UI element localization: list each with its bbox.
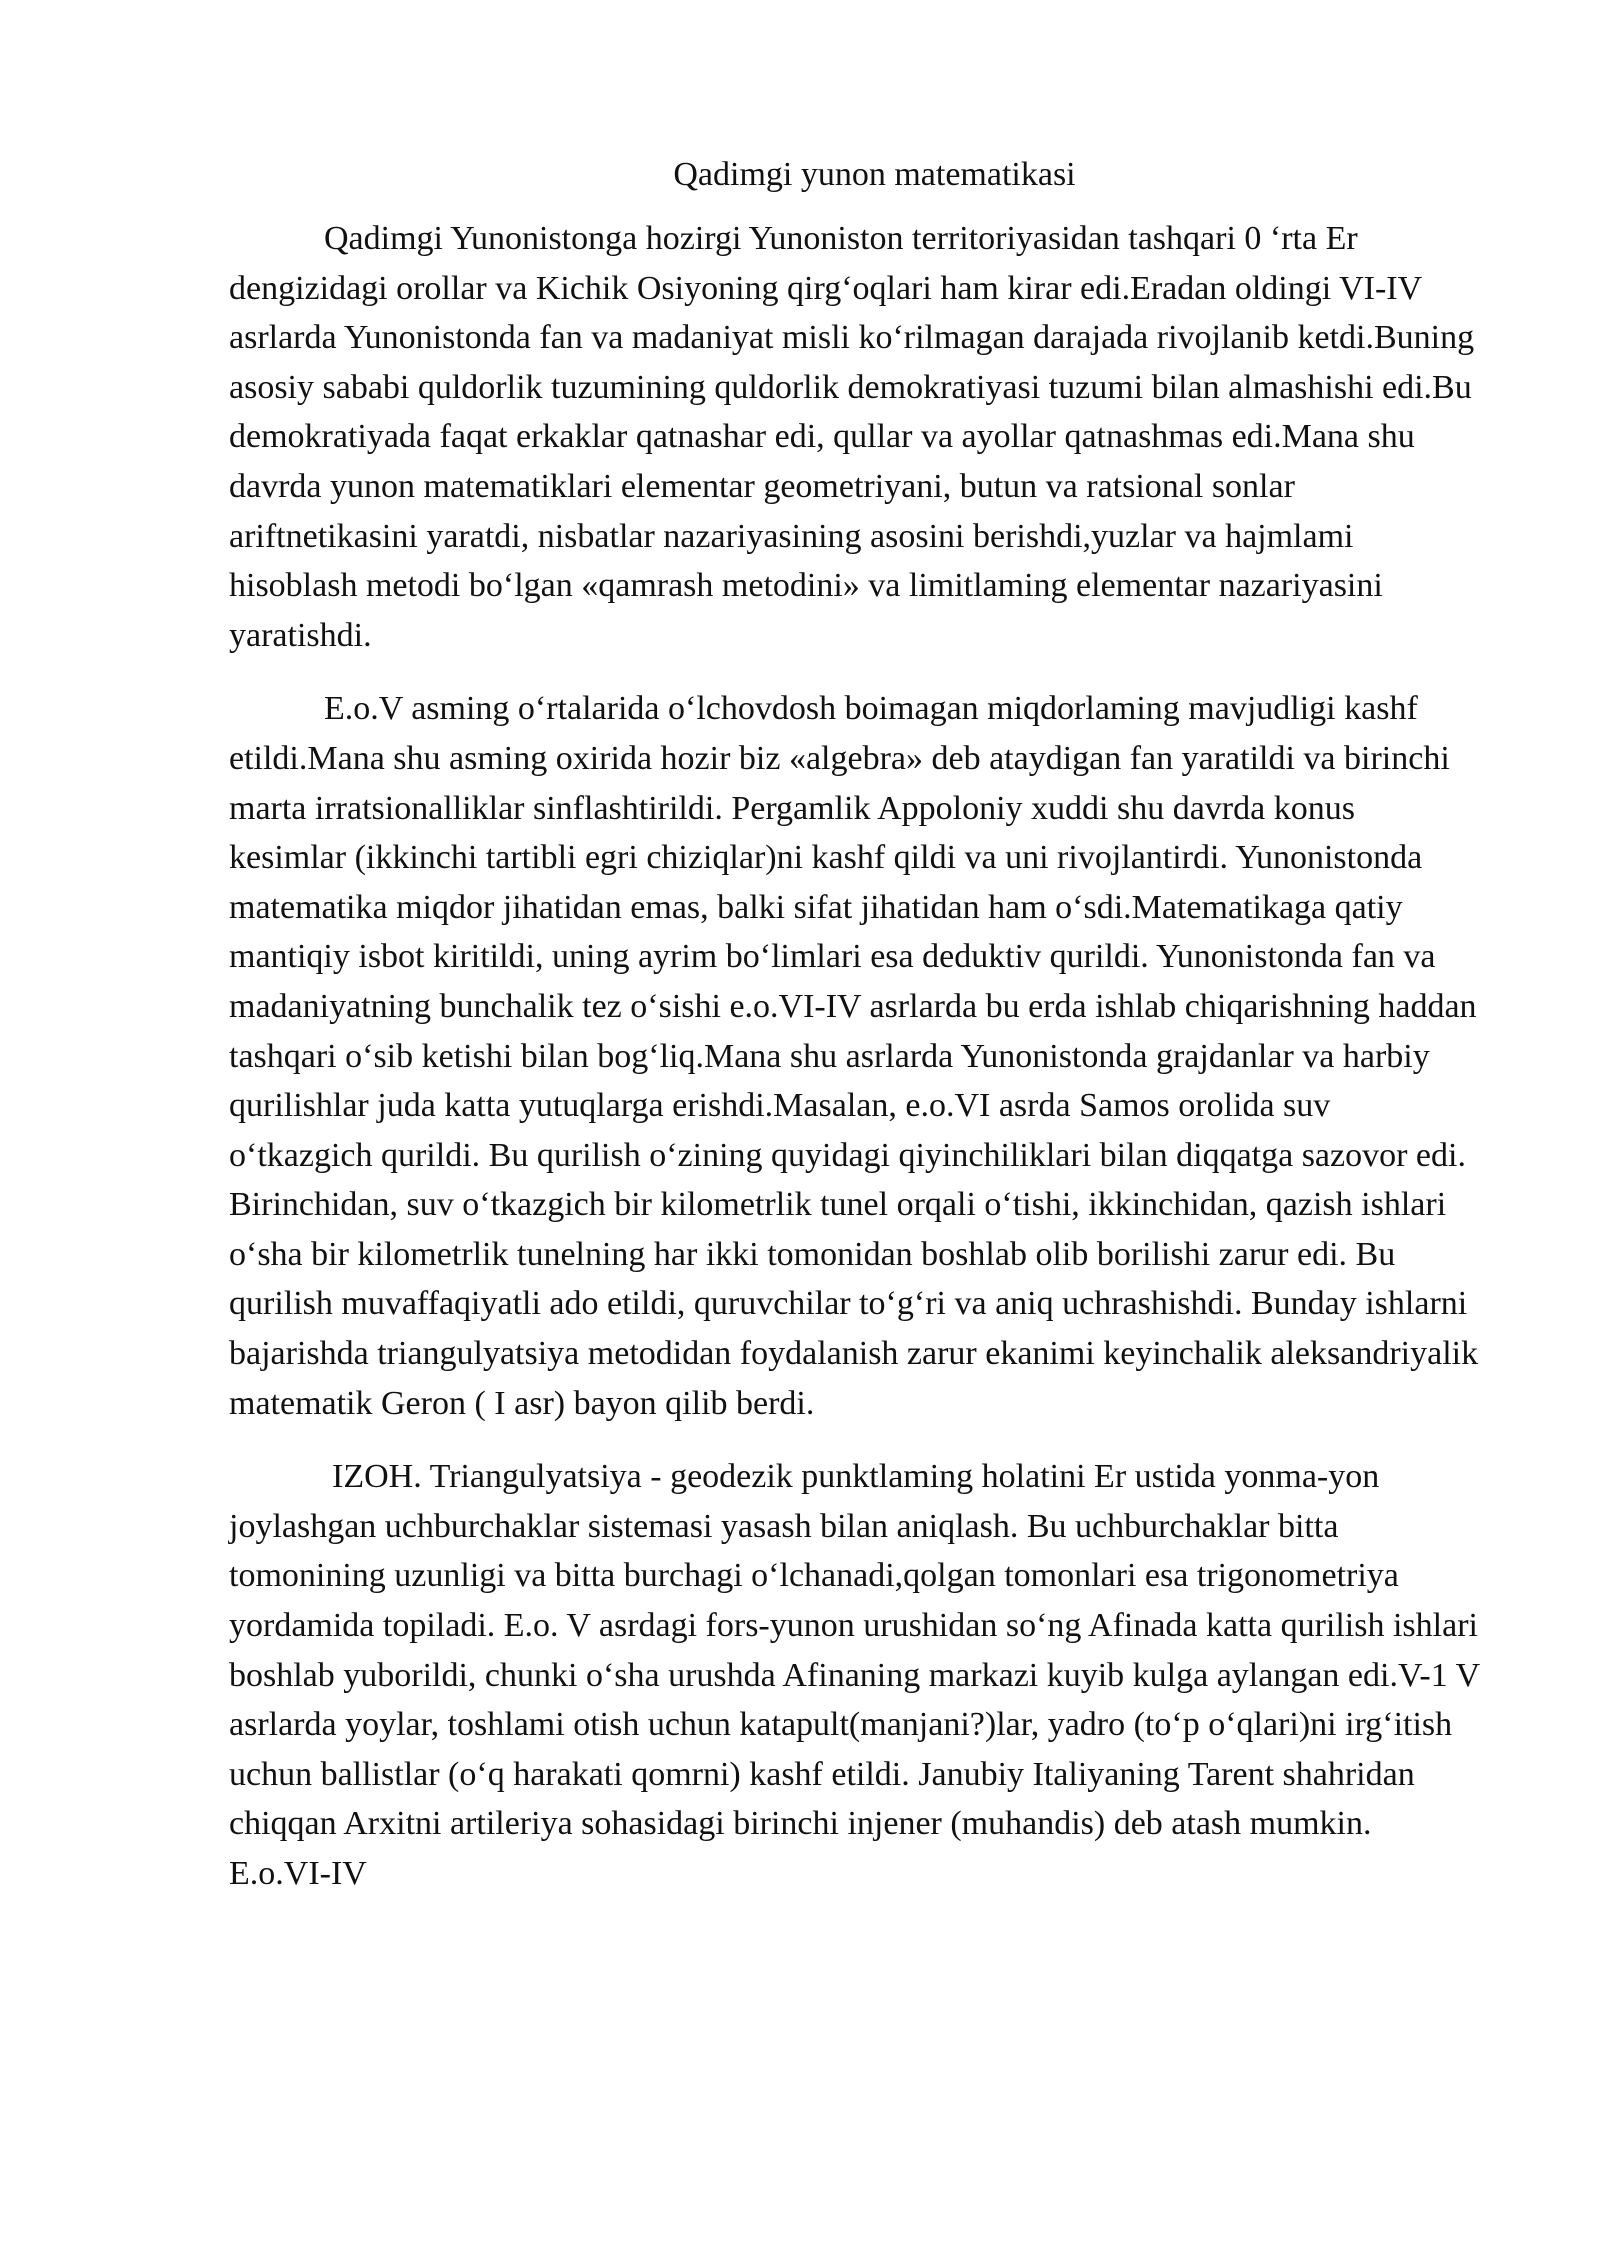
paragraph-history: E.o.V asming o‘rtalarida o‘lchovdosh boimagan miqdorlaming mavjudligi kashf etildi.Mana shu asming oxirida hozir biz «algebra» deb ataydigan fan yaratildi va birinchi marta irratsionalliklar sinflashtirildi. Pergamlik Appoloniy xuddi shu davrda konus kesimlar (ikkinchi tartibli egri chiziqlar)ni kashf qildi va uni rivojlantirdi. Yunonistonda matematika miqdor jihatidan emas, balki sifat jihatidan ham o‘sdi.Matematikaga qatiy mantiqiy isbot kiritildi, uning ayrim bo‘limlari esa deduktiv qurildi. Yunonistonda fan va madaniyatning bunchalik tez o‘sishi e.o.VI-IV asrlarda bu erda ishlab chiqarishning haddan tashqari o‘sib ketishi bilan bog‘liq.Mana shu asrlarda Yunonistonda grajdanlar va harbiy qurilishlar juda katta yutuqlarga erishdi.Masalan, e.o.VI asrda Samos orolida suv o‘tkazgich qurildi. Bu qurilish o‘zining quyidagi qiyinchiliklari bilan diqqatga sazovor edi. Birinchidan, suv o‘tkazgich bir kilometrlik tunel orqali o‘tishi, ikkinchidan, qazish ishlari o‘sha bir kilometrlik tunelning har ikki tomonidan boshlab olib borilishi zarur edi. Bu qurilish muvaffaqiyatli ado etildi, quruvchilar to‘g‘ri va aniq uchrashishdi. Bunday ishlarni bajarishda triangulyatsiya metodidan foydalanish zarur ekanimi keyinchalik aleksandriyalik matematik Geron ( I asr) bayon qilib berdi. xyxy=(229,690,1479,1422)
paragraph-intro: Qadimgi Yunonistonga hozirgi Yunoniston territoriyasidan tashqari 0 ‘rta Er dengizidagi orollar va Kichik Osiyoning qirg‘oqlari ham kirar edi.Eradan oldingi VI-IV asrlarda Yunonistonda fan va madaniyat misli ko‘rilmagan darajada rivojlanib ketdi.Buning asosiy sababi quldorlik tuzumining quldorlik demokratiyasi tuzumi bilan almashishi edi.Bu demokratiyada faqat erkaklar qatnashar edi, qullar va ayollar qatnashmas edi.Mana shu davrda yunon matematiklari elementar geometriyani, butun va ratsional sonlar ariftnetikasini yaratdi, nisbatlar nazariyasining asosini berishdi,yuzlar va hajmlami hisoblash metodi bo‘lgan «qamrash metodini» va limitlaming elementar nazariyasini yaratishdi. xyxy=(229,220,1475,654)
paragraph-izoh-note: IZOH. Triangulyatsiya - geodezik punktlaming holatini Er ustida yonma-yon joylashgan uchburchaklar sistemasi yasash bilan aniqlash. Bu uchburchaklar bitta tomonining uzunligi va bitta burchagi o‘lchanadi,qolgan tomonlari esa trigonometriya yordamida topiladi. E.o. V asrdagi fors-yunon urushidan so‘ng Afinada katta qurilish ishlari boshlab yuborildi, chunki o‘sha urushda Afinaning markazi kuyib kulga aylangan edi.V-1 V asrlarda yoylar, toshlami otish uchun katapult(manjani?)lar, yadro (to‘p o‘qlari)ni irg‘itish uchun ballistlar (o‘q harakati qomrni) kashf etildi. Janubiy Italiyaning Tarent shahridan chiqqan Arxitni artileriya sohasidagi birinchi injener (muhandis) deb atash mumkin. E.o.VI-IV xyxy=(229,1458,1480,1892)
document-title: Qadimgi yunon matematikasi xyxy=(673,156,1076,193)
